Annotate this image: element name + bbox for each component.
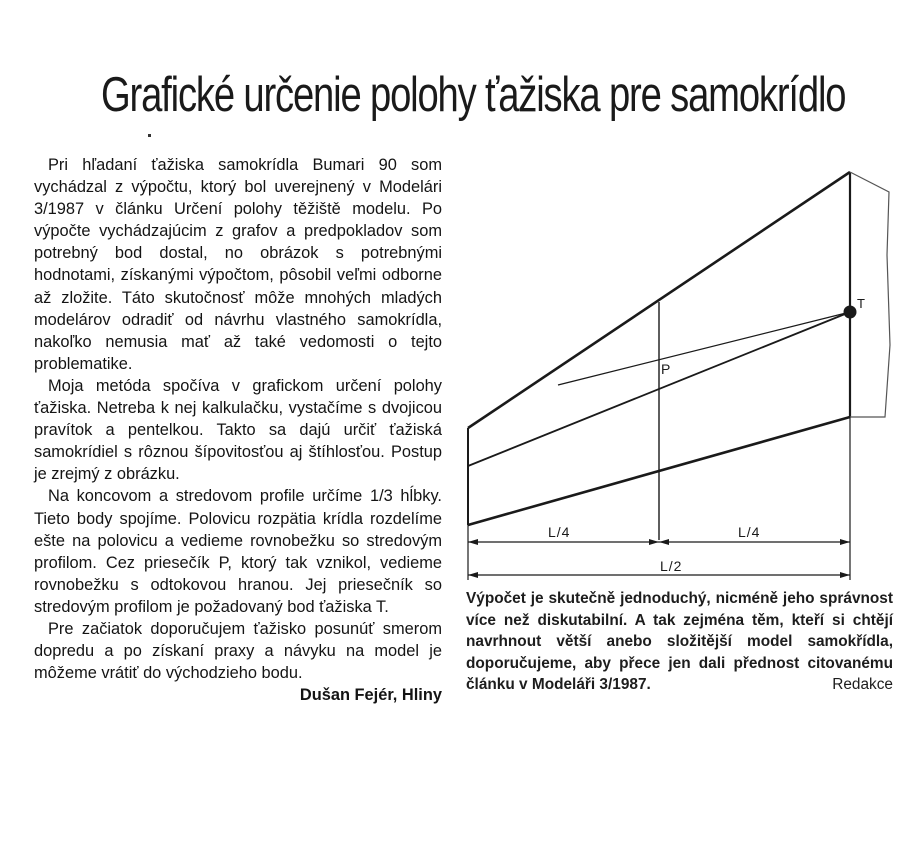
arrow-mid-quarter-l [649, 539, 659, 545]
wing-root-edge [850, 172, 890, 417]
arrow-right-quarter [840, 539, 850, 545]
arrow-left-half [468, 572, 478, 578]
paragraph-3: Na koncovom a stredovom profile určíme 1/3 hĺbky. Tieto body spojíme. Polovicu rozpätia krídla rozdelíme ešte na polovicu a vedieme rovnobežku so stredovým profilom. Cez priesečík P, ktorý tak vznikol, vedieme rovnobežku s odtokovou hranou. Jej priesečník so stredovým profilom je požadovaný bod ťažiska T. [34, 487, 442, 616]
label-point-p: P [661, 361, 671, 377]
print-speck [148, 134, 151, 137]
label-l4-right: L/4 [738, 524, 761, 540]
label-point-t: T [857, 296, 865, 311]
label-l4-left: L/4 [548, 524, 571, 540]
paragraph-1: Pri hľadaní ťažiska samokrídla Bumari 90 som vychádzal z výpočtu, ktorý bol uverejnený v Modelári 3/1987 v článku Určení polohy těžiště modelu. Po výpočte vychádzajúcim z grafov a predpokladov som potrebný bod dostal, no obrázok s potrebnými hodnotami, získanými výpočtom, pôsobil veľmi odborne až zložite. Táto skutočnosť môže mnohých mladých modelárov odradiť od návrhu vlastného samokrídla, nakoľko nemusia mať až také vedomosti o tejto problematike. [34, 156, 442, 373]
article-title: Grafické určenie polohy ťažiska pre samokrídlo [100, 67, 846, 122]
label-l2: L/2 [660, 558, 683, 574]
wing-diagram [466, 165, 896, 585]
arrow-left-quarter [468, 539, 478, 545]
editorial-note [466, 588, 893, 696]
arrow-mid-quarter-r [659, 539, 669, 545]
editorial-credit: Redakce [832, 676, 893, 694]
author-signature: Dušan Fejér, Hliny [299, 686, 442, 705]
arrow-right-half [840, 572, 850, 578]
paragraph-2: Moja metóda spočíva v grafickom určení polohy ťažiska. Netreba k nej kalkulačku, vystačíme s dvojicou pravítok a pentelkou. Takto sa dajú určiť ťažiská samokrídiel s rôznou šípovitosťou aj štíhlosťou. Postup je zrejmý z obrázku. [34, 376, 442, 484]
editorial-note-text: Výpočet je skutečně jednoduchý, nicméně jeho správnost více než diskutabilní. A tak zejména těm, kteří si chtějí navrhnout větší anebo složitější model samokřídla, doporučujeme, aby přece jen dali přednost citovanému článku v Modeláři 3/1987. [466, 590, 893, 694]
article-body [34, 154, 442, 706]
trailing-edge-parallel [558, 312, 850, 385]
paragraph-4 [34, 618, 442, 705]
paragraph-4-text: Pre začiatok doporučujem ťažisko posunúť smerom dopredu a po získaní praxy a návyku na model je môžeme vrátiť do východzieho bodu. [34, 619, 442, 683]
center-of-gravity-dot [844, 306, 857, 319]
